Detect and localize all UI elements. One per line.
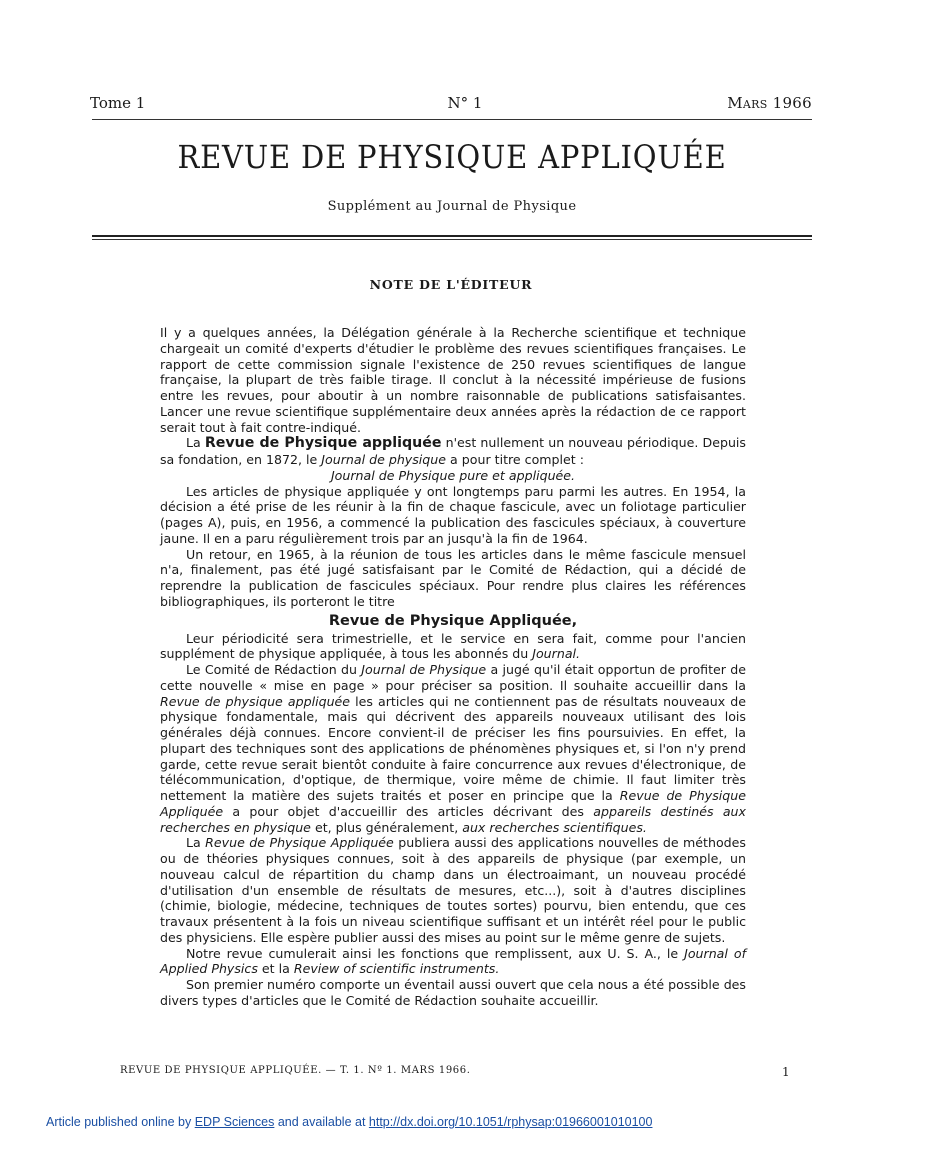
online-publication-note [46,1115,652,1129]
paragraph-8 [160,946,746,978]
text-run: La [186,835,206,851]
text-run: a pour objet d'accueillir des articles décrivant des [223,803,594,819]
emphasis-italic: Revue de Physique Appliquée [160,788,746,819]
publisher-link[interactable]: EDP Sciences [194,1115,275,1129]
volume-label: Tome 1 [90,94,146,112]
text-run: a pour titre complet : [446,452,584,467]
paragraph-1: Il y a quelques années, la Délégation générale à la Recherche scientifique et technique chargeait un comité d'experts d'étudier le problème des revues scientifiques françaises. Le rapport de cette commission signale l'existence de 250 revues scientifiques de langue française, la plupart de très faible tirage. Il conclut à la nécessité impérieuse de fusions entre les revues, pour aboutir à un nombre raisonnable de publications satisfaisantes. Lancer une revue scientifique supplémentaire deux années après la rédaction de ce rapport serait tout à fait contre-indiqué. [160,325,746,435]
new-title-heading: Revue de Physique Appliquée, [328,612,578,629]
paragraph-3: Les articles de physique appliquée y ont longtemps paru parmi les autres. En 1954, la décision a été prise de les réunir à la fin de chaque fascicule, avec un foliotage particulier (pages A), puis, en 1956, a commencé la publication des fascicules spéciaux, à couverture jaune. Il en a paru régulièrement trois par an jusqu'à la fin de 1964. [160,483,746,546]
full-title-line: Journal de Physique pure et appliquée. [330,467,576,483]
emphasis-italic: Journal de Physique [361,662,487,677]
emphasis-italic: Revue de Physique Appliquée [205,835,394,851]
journal-subtitle: Supplément au Journal de Physique [327,199,577,214]
text-run: publiera aussi des applications nouvelles de méthodes ou de théories physiques connues, soit à des appareils de physique (par exemple, un nouveau calcul de répartition du champ dans un électroaimant, un nouveau procédé d'utilisation d'un ensemble de résultats de mesures, etc...), soit à d'autres disciplines (chimie, biologie, médecine, techniques de toutes sortes) pourvu, bien entendu, que ces travaux présentent à la fois un niveau scientifique suffisant et un intérêt réel pour le public des physiciens. Elle espère publier aussi des mises au point sur le même genre de sujets. [160,835,746,945]
page-number: 1 [782,1065,790,1079]
paragraph-4: Un retour, en 1965, à la réunion de tous les articles dans le même fascicule mensuel n'a, finalement, pas été jugé satisfaisant par le Comité de Rédaction, qui a décidé de reprendre la publication de fascicules spéciaux. Pour rendre plus claires les références bibliographiques, ils porteront le titre [160,546,746,609]
emphasis-bold: Revue de Physique appliquée [204,435,442,452]
text-run: Le Comité de Rédaction du [186,662,362,677]
emphasis-italic: aux recherches scientifiques. [462,819,647,835]
emphasis-italic: Review of scientific instruments. [293,961,500,977]
text-run: Notre revue cumulerait ainsi les fonctions que remplissent, aux U. S. A., le [186,945,685,961]
title-rule-bottom [92,239,812,240]
text-run: et, plus généralement, [310,819,463,835]
text-run: a jugé qu'il était opportun de profiter de cette nouvelle « mise en page » pour préciser sa position. Il souhaite accueillir dans la [160,662,746,693]
note-middle: and available at [274,1115,369,1129]
text-run: les articles qui ne contiennent pas de résultats nouveaux de physique fondamentale, mais qui décrivent des appareils nouveaux utilisant des lois générales déjà connues. Encore convient-il de préciser les fins poursuivies. En effet, la plupart des techniques sont des applications de phénomènes physiques et, si l'on n'y prend garde, cette revue serait bientôt conduite à faire concurrence aux revues d'électronique, de télécommunication, d'optique, de thermique, voire même de chimie. Il faut limiter très nettement la matière des sujets traités et poser en principe que la [160,693,746,803]
footer-citation: REVUE DE PHYSIQUE APPLIQUÉE. — T. 1. Nº 1. MARS 1966. [120,1065,471,1076]
issue-number: N° 1 [447,94,483,112]
text-run: et la [257,961,294,977]
text-run: n'est nullement un nouveau périodique. Depuis sa fondation, en 1872, le [160,435,746,467]
emphasis-italic: Journal de physique [321,452,447,467]
note-title: NOTE DE L'ÉDITEUR [369,277,533,292]
paragraph-9: Son premier numéro comporte un éventail aussi ouvert que cela nous a été possible des divers types d'articles que le Comité de Rédaction souhaite accueillir. [160,977,746,1008]
paragraph-5 [160,631,746,663]
paragraph-7 [160,835,746,945]
note-prefix: Article published online by [46,1115,195,1129]
issue-date: Mars 1966 [727,94,812,112]
editor-note-body [160,325,746,1009]
journal-title: REVUE DE PHYSIQUE APPLIQUÉE [177,138,727,176]
emphasis-italic: Revue de physique appliquée [160,693,351,709]
emphasis-italic: Journal of Applied Physics [160,945,747,977]
text-run: La [186,435,205,451]
text-run: Leur périodicité sera trimestrielle, et le service en sera fait, comme pour l'ancien supplément de physique appliquée, à tous les abonnés du [160,630,746,662]
emphasis-italic: Journal. [532,646,581,662]
emphasis-italic: appareils destinés aux recherches en physique [160,803,746,835]
paragraph-2 [160,435,746,468]
header-rule [92,119,812,120]
paragraph-6 [160,662,746,835]
title-rule-top [92,235,812,237]
doi-link[interactable]: http://dx.doi.org/10.1051/rphysap:01966001010100 [368,1115,653,1129]
